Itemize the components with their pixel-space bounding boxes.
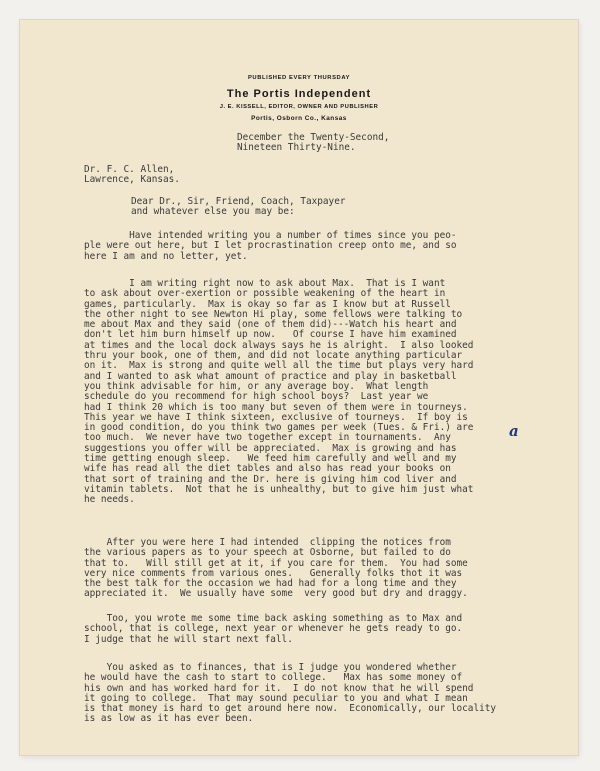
- letterhead-location: Portis, Osborn Co., Kansas: [251, 115, 347, 122]
- recipient-address: Dr. F. C. Allen, Lawrence, Kansas.: [84, 164, 180, 186]
- letterhead-editor: J. E. KISSELL, EDITOR, OWNER AND PUBLISHER: [219, 104, 379, 110]
- letter-date: December the Twenty-Second, Nineteen Thirty-Nine.: [237, 132, 390, 154]
- paragraph-5: You asked as to finances, that is I judge you wondered whether he would have the cash to start to college. Max has some money of his own and has worked hard for it. I do not know that he will spend it going to college. That may sound peculiar to you and what I mean is that money is hard to get around here now. Economically, our locality is as low as it has ever been.: [84, 662, 497, 725]
- letterhead-published: PUBLISHED EVERY THURSDAY: [247, 75, 351, 81]
- salutation: Dear Dr., Sir, Friend, Coach, Taxpayer and whatever else you may be:: [131, 196, 346, 218]
- paragraph-2: I am writing right now to ask about Max. That is I want to ask about over-exertion or possible weakening of the heart in games, particularly. Max is okay so far as I know but at Russell the other night to see Newton Hi play, some fellows were talking to me about Max and they said (one of them did)---Watch his heart and don't let him burn himself up now. Of course I have him examined at times and the local dock always says he is alright. I also looked thru your book, one of them, and did not locate anything particular on it. Max is strong and quite well all the time but plays very hard and I wanted to ask what amount of practice and play in basketball you think advisable for him, or any average boy. What length schedule do you recommend for high school boys? Last year we had I think 20 which is too many but seven of them were in tourneys. This year we have I think sixteen, exclusive of tourneys. If boy is in good condition, do you think two games per week (Tues. & Fri.) are too much. We never have two together except in tournaments. Any suggestions you offer will be appreciated. Max is growing and has time getting enough sleep. We feed him carefully and well and my wife has read all the diet tables and also has read your books on that sort of training and the Dr. here is giving him cod liver and vitamin tablets. Not that he is unhealthy, but to give him just what he needs.: [84, 278, 474, 506]
- letter-page: [20, 20, 578, 755]
- paragraph-4: Too, you wrote me some time back asking something as to Max and school, that is college, next year or whenever he gets ready to go. I judge that he will start next fall.: [84, 613, 463, 645]
- paragraph-3: After you were here I had intended clipping the notices from the various papers as to your speech at Osborne, but failed to do that to. Will still get at it, if you care for them. You had some very nice comments from various ones. Generally folks thot it was the best talk for the occasion we had had for a long time and they appreciated it. We usually have some very good but dry and draggy.: [84, 537, 468, 600]
- handwritten-insertion: a: [509, 422, 519, 440]
- letterhead-title: The Portis Independent: [226, 88, 372, 100]
- paragraph-1: Have intended writing you a number of times since you peo- ple were out here, but I let procrastination creep onto me, and so here I am and no letter, yet.: [84, 230, 457, 262]
